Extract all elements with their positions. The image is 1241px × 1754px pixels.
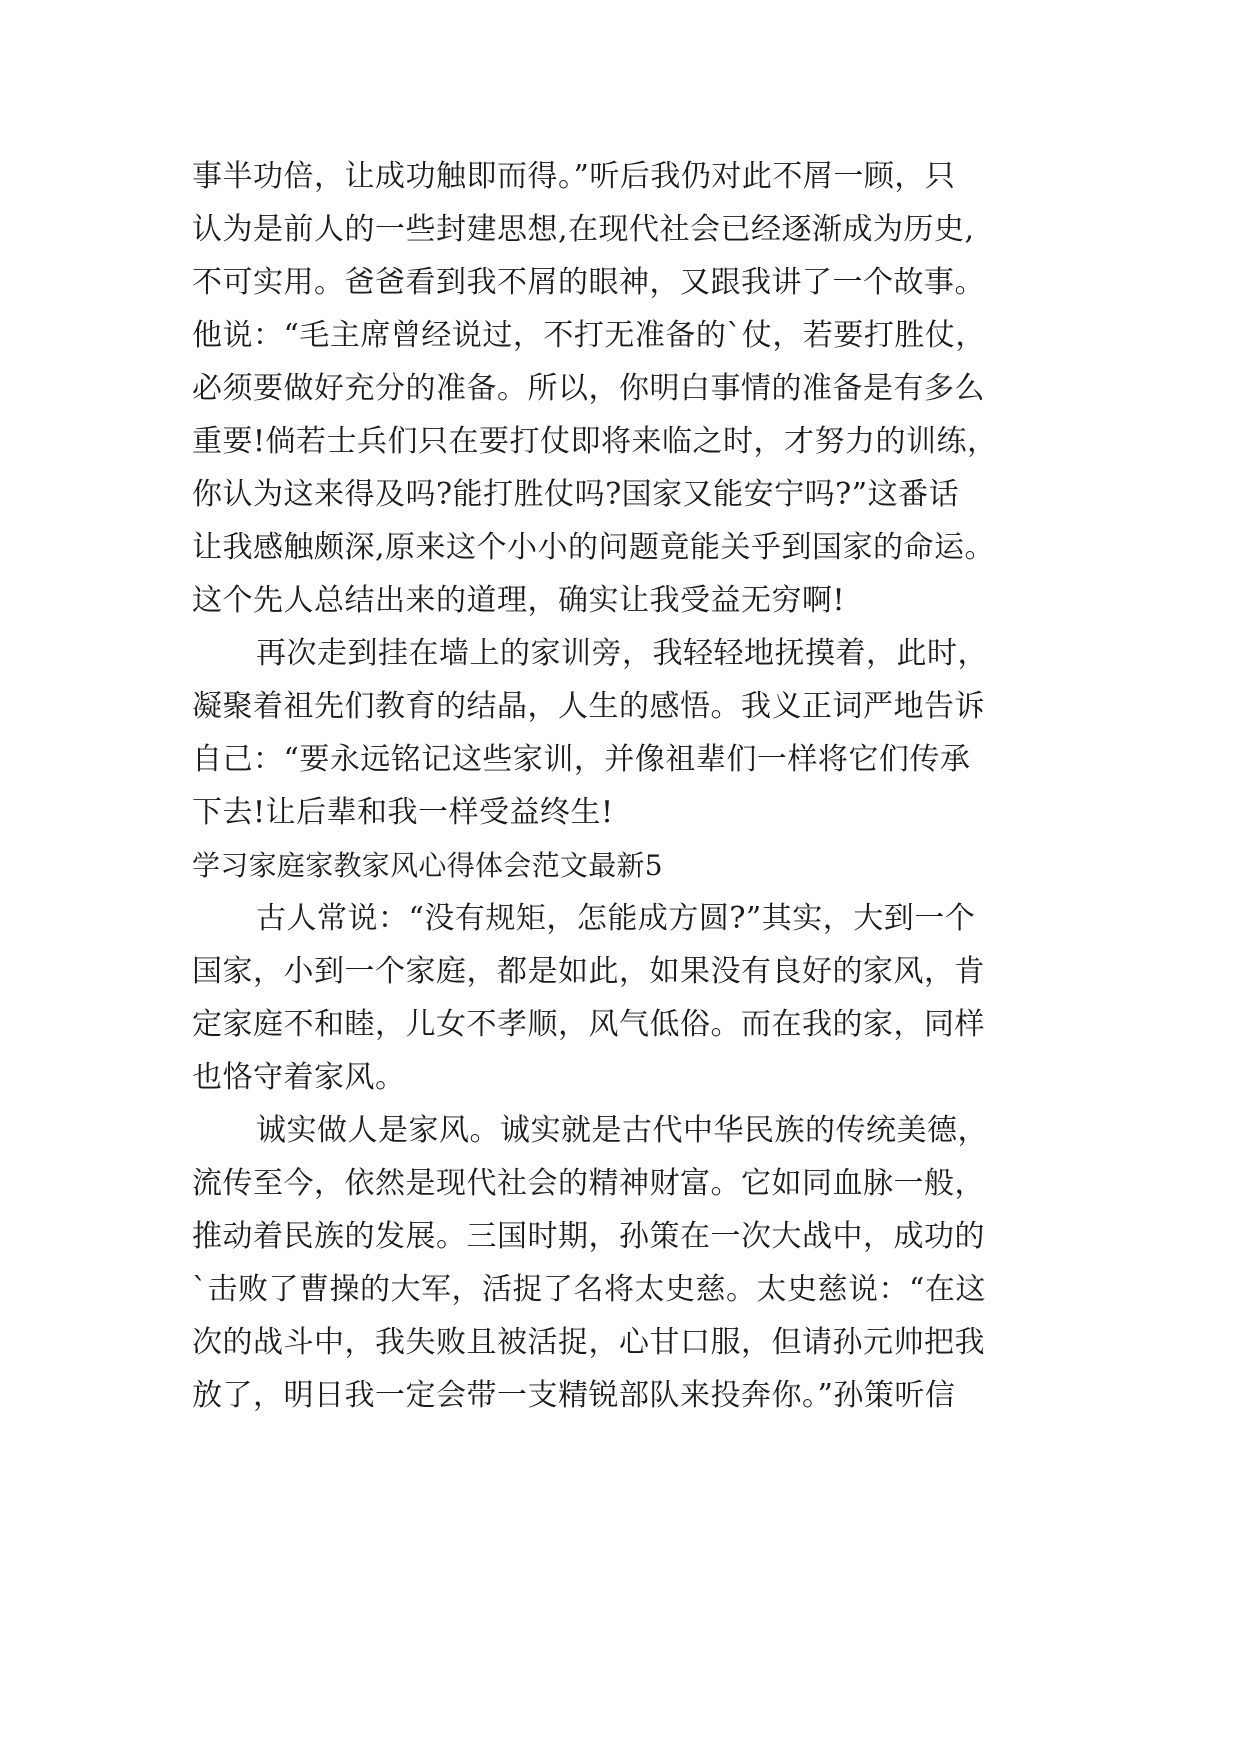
text-line: 也恪守着家风。 bbox=[192, 1060, 406, 1095]
text-line: 认为是前人的一些封建思想,在现代社会已经逐渐成为历史, bbox=[192, 212, 975, 247]
text-line: 自己：“要永远铭记这些家训，并像祖辈们一样将它们传承 bbox=[192, 742, 971, 777]
text-line: 这个先人总结出来的道理，确实让我受益无穷啊! bbox=[192, 583, 846, 618]
text-line: 下去!让后辈和我一样受益终生! bbox=[192, 795, 614, 830]
text-line: 必须要做好充分的准备。所以，你明白事情的准备是有多么 bbox=[192, 371, 985, 406]
text-line: 定家庭不和睦，儿女不孝顺，风气低俗。而在我的家，同样 bbox=[192, 1007, 985, 1042]
text-line: 让我感触颇深,原来这个小小的问题竟能关乎到国家的命运。 bbox=[192, 530, 996, 565]
section-heading: 学习家庭家教家风心得体会范文最新5 bbox=[192, 849, 663, 882]
text-line: 国家，小到一个家庭，都是如此，如果没有良好的家风，肯 bbox=[192, 954, 985, 989]
text-line: 推动着民族的发展。三国时期，孙策在一次大战中，成功的 bbox=[192, 1219, 985, 1254]
paragraph-first-line: 诚实做人是家风。诚实就是古代中华民族的传统美德， bbox=[256, 1113, 988, 1148]
text-line: 不可实用。爸爸看到我不屑的眼神，又跟我讲了一个故事。 bbox=[192, 265, 985, 300]
text-line: 事半功倍，让成功触即而得。”听后我仍对此不屑一顾，只 bbox=[192, 159, 956, 194]
text-line: `击败了曹操的大军，活捉了名将太史慈。太史慈说：“在这 bbox=[192, 1272, 986, 1307]
text-line: 次的战斗中，我失败且被活捉，心甘口服，但请孙元帅把我 bbox=[192, 1325, 985, 1360]
document-body bbox=[192, 150, 1082, 1422]
paragraph-first-line: 古人常说：“没有规矩，怎能成方圆?”其实，大到一个 bbox=[256, 901, 976, 936]
text-line: 他说：“毛主席曾经说过，不打无准备的`仗，若要打胜仗， bbox=[192, 318, 986, 353]
text-line: 流传至今，依然是现代社会的精神财富。它如同血脉一般， bbox=[192, 1166, 985, 1201]
text-line: 重要!倘若士兵们只在要打仗即将来临之时，才努力的训练， bbox=[192, 424, 998, 459]
text-line: 你认为这来得及吗?能打胜仗吗?国家又能安宁吗?”这番话 bbox=[192, 477, 960, 512]
text-line: 凝聚着祖先们教育的结晶，人生的感悟。我义正词严地告诉 bbox=[192, 689, 985, 724]
text-line: 放了，明日我一定会带一支精锐部队来投奔你。”孙策听信 bbox=[192, 1378, 956, 1413]
paragraph-first-line: 再次走到挂在墙上的家训旁，我轻轻地抚摸着，此时， bbox=[256, 636, 988, 671]
